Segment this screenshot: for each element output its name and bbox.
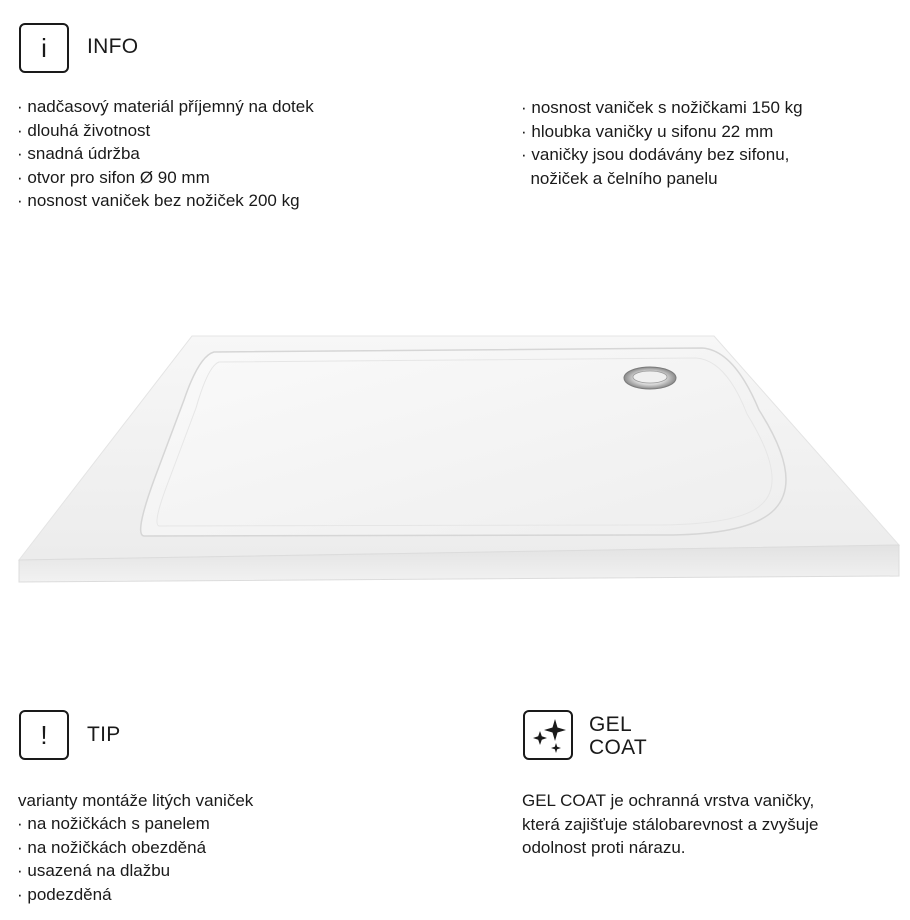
list-item: · nosnost vaniček bez nožiček 200 kg: [17, 191, 300, 210]
list-item: · vaničky jsou dodávány bez sifonu,: [521, 145, 790, 164]
warning-icon: !: [19, 710, 69, 760]
gelcoat-heading: [589, 713, 647, 759]
info-list-left: [17, 95, 314, 213]
list-item: · snadná údržba: [17, 144, 140, 163]
list-item: · otvor pro sifon Ø 90 mm: [17, 167, 210, 187]
list-item: · nosnost vaniček s nožičkami 150 kg: [521, 98, 803, 117]
list-item: · na nožičkách obezděná: [17, 837, 207, 857]
gelcoat-heading-line1: GEL: [589, 713, 632, 736]
gelcoat-text-line: která zajišťuje stálobarevnost a zvyšuje: [522, 814, 819, 834]
list-item: · dlouhá životnost: [17, 120, 151, 140]
info-list-right: [521, 96, 803, 190]
list-item: · usazená na dlažbu: [17, 861, 171, 880]
list-item: · na nožičkách s panelem: [17, 814, 210, 833]
tip-heading: TIP: [87, 723, 121, 746]
gelcoat-heading-line2: COAT: [589, 736, 647, 759]
info-icon: i: [19, 23, 69, 73]
list-item: · hloubka vaničky u sifonu 22 mm: [521, 121, 774, 141]
gelcoat-text-line: GEL COAT je ochranná vrstva vaničky,: [522, 791, 815, 810]
list-item: · podezděná: [17, 884, 112, 904]
sparkle-icon: [523, 710, 573, 760]
gelcoat-description: [522, 789, 818, 860]
list-item: nožiček a čelního panelu: [521, 168, 718, 188]
tip-intro: varianty montáže litých vaniček: [18, 791, 254, 810]
shower-tray-illustration: [14, 330, 904, 590]
gelcoat-text-line: odolnost proti nárazu.: [522, 838, 686, 857]
tip-list: [17, 812, 210, 906]
info-heading: INFO: [87, 35, 139, 58]
list-item: · nadčasový materiál příjemný na dotek: [17, 97, 314, 116]
